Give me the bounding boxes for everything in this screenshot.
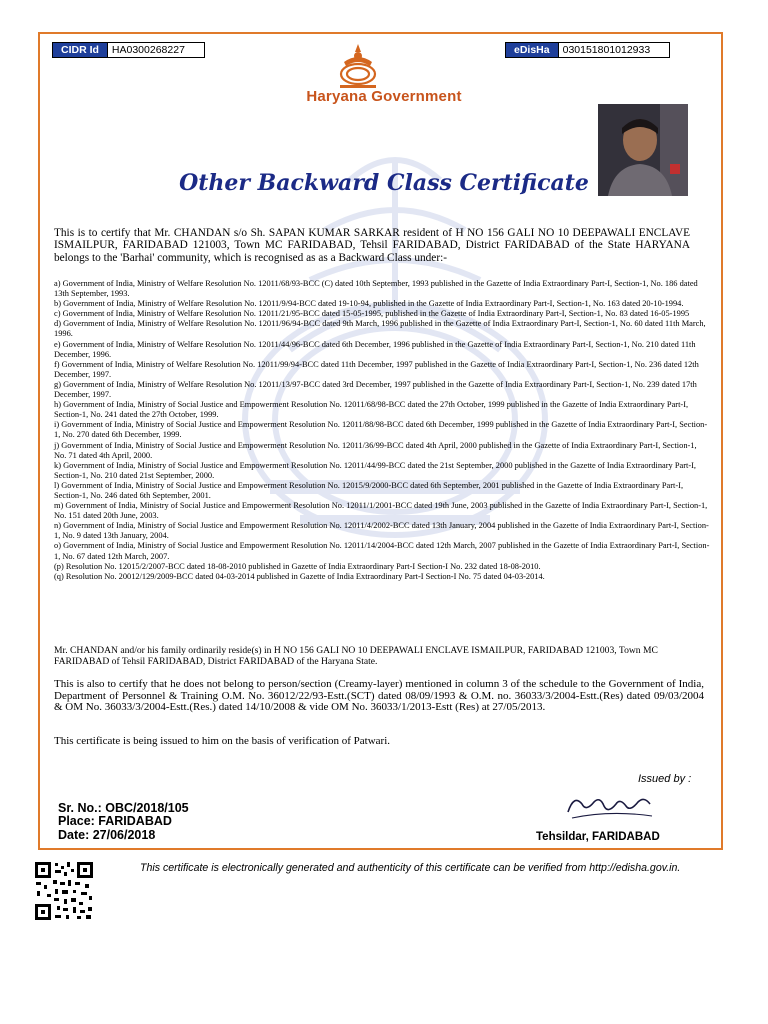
cidr-id-field	[52, 42, 205, 58]
resolution-item: l) Government of India, Ministry of Social Justice and Empowerment Resolution No. 12015/9/2000-BCC dated 6th September, 2001 published in the Gazette of India Extraordinary Part-I, Section-1, No. 246 dated 6th September, 2001.	[54, 480, 684, 500]
issue-date: Date: 27/06/2018	[58, 827, 156, 842]
issuing-authority: Tehsildar, FARIDABAD	[536, 831, 660, 843]
resolution-item: (p) Resolution No. 12015/2/2007-BCC dated 18-08-2010 published in Gazette of India Extraordinary Part-I Section-I No. 232 dated 18-08-2010.	[54, 561, 541, 571]
resolution-item: k) Government of India, Ministry of Social Justice and Empowerment Resolution No. 12011/44/99-BCC dated the 21st September, 2000 published in the Gazette of India Extraordinary Part-I, Section-1, No. 210 dated 21st September, 2000.	[54, 460, 697, 480]
edisha-id-value: 030151801012933	[559, 42, 670, 58]
issue-place: Place: FARIDABAD	[58, 814, 172, 829]
certificate-details	[58, 802, 189, 842]
resolution-item: (q) Resolution No. 20012/129/2009-BCC dated 04-03-2014 published in Gazette of India Extraordinary Part-I Section-I No. 75 dated 04-03-2014.	[54, 571, 545, 581]
resolution-item: d) Government of India, Ministry of Welfare Resolution No. 12011/96/94-BCC dated 9th March, 1996 published in the Gazette of India Extraordinary Part-I, Section-1, No. 60 dated 11th March, 1996.	[54, 319, 706, 339]
resolution-item: n) Government of India, Ministry of Social Justice and Empowerment Resolution No. 12011/4/2002-BCC dated 13th January, 2004 published in the Gazette of India Extraordinary Part-I, Section-1, No. 9 dated 13th January, 2004.	[54, 521, 709, 541]
certificate-intro: This is to certify that Mr. CHANDAN s/o Sh. SAPAN KUMAR SARKAR resident of H NO 156 GALI NO 10 DEEPAWALI ENCLAVE ISMAILPUR, FARIDABAD 121003, Town MC FARIDABAD, Tehsil FARIDABAD, District FARIDABAD of the State HARYANA belongs to the 'Barhai' community, which is recognised as as a Backward Class under:-	[54, 227, 690, 264]
resolution-item: i) Government of India, Ministry of Social Justice and Empowerment Resolution No. 12011/88/98-BCC dated 6th December, 1999 published in the Gazette of India Extraordinary Part-I, Section-1, No. 270 dated 6th December, 1999.	[54, 420, 708, 440]
resolution-item: f) Government of India, Ministry of Welfare Resolution No. 12011/99/94-BCC dated 11th December, 1997 published in the Gazette of India Extraordinary Part-I, Section-1, No. 236 dated 12th December, 1997.	[54, 359, 699, 379]
resolution-item: c) Government of India, Ministry of Welfare Resolution No. 12011/21/95-BCC dated 15-05-1995, published in the Gazette of India Extraordinary Part-I, Section-1, No. 83 dated 16-05-1995	[54, 309, 690, 319]
resolution-list	[54, 279, 710, 582]
resolution-item: e) Government of India, Ministry of Welfare Resolution No. 12011/44/96-BCC dated 6th December, 1996 published in the Gazette of India Extraordinary Part-I, Section-1, No. 210 dated 11th December, 1996.	[54, 339, 696, 359]
resolution-item: h) Government of India, Ministry of Social Justice and Empowerment Resolution No. 12011/68/98-BCC dated the 27th October, 1999 published in the Gazette of India Extraordinary Part-I, Section-1, No. 241 dated the 27th October, 1999.	[54, 400, 689, 420]
serial-number: Sr. No.: OBC/2018/105	[58, 801, 189, 815]
cidr-id-value: HA0300268227	[108, 42, 205, 58]
resolution-item: o) Government of India, Ministry of Social Justice and Empowerment Resolution No. 12011/14/2004-BCC dated 12th March, 2007 published in the Gazette of India Extraordinary Part-I, Section-1, No. 67 dated 12th March, 2007.	[54, 541, 710, 561]
cidr-id-label: CIDR Id	[52, 42, 108, 58]
qr-code-icon	[33, 860, 95, 922]
verification-note: This certificate is electronically generated and authenticity of this certificate can be verified from http://edisha.gov.in.	[140, 862, 681, 874]
creamy-layer-paragraph: This is also to certify that he does not belong to person/section (Creamy-layer) mentioned in column 3 of the schedule to the Government of India, Department of Personnel & Training O.M. No. 36012/22/93-Estt.(SCT) dated 08/09/1993 & O.M. no. 36033/3/2004-Estt.(Res) dated 09/03/2004 & OM No. 36033/3/2004-Estt.(Res.) dated 14/10/2008 & vide OM No. 36033/1/2013-Estt (Res) at 27/05/2013.	[54, 678, 704, 714]
residence-paragraph: Mr. CHANDAN and/or his family ordinarily reside(s) in H NO 156 GALI NO 10 DEEPAWALI ENCLAVE ISMAILPUR, FARIDABAD 121003, Town MC FARIDABAD of Tehsil FARIDABAD, District FARIDABAD of the Haryana State.	[54, 645, 658, 667]
signature-icon	[560, 790, 660, 824]
certificate-title: Other Backward Class Certificate	[179, 170, 589, 196]
issued-by-label: Issued by :	[638, 773, 692, 785]
resolution-item: j) Government of India, Ministry of Social Justice and Empowerment Resolution No. 12011/36/99-BCC dated 4th April, 2000 published in the Gazette of India Extraordinary Part-I, Section-1, No. 71 dated 4th April, 2000.	[54, 440, 697, 460]
resolution-item: b) Government of India, Ministry of Welfare Resolution No. 12011/9/94-BCC dated 19-10-94, published in the Gazette of India Extraordinary Part-I, Section-1, No. 163 dated 20-10-1994.	[54, 299, 684, 309]
haryana-emblem-icon	[330, 40, 386, 90]
verification-basis-paragraph: This certificate is being issued to him on the basis of verification of Patwari.	[54, 735, 391, 747]
edisha-id-label: eDisHa	[505, 42, 559, 58]
resolution-item: g) Government of India, Ministry of Welfare Resolution No. 12011/13/97-BCC dated 3rd December, 1997 published in the Gazette of India Extraordinary Part-I, Section-1, No. 239 dated 17th December, 1997.	[54, 379, 697, 400]
government-name: Haryana Government	[306, 88, 462, 105]
edisha-id-field	[505, 42, 670, 58]
resolution-item: m) Government of India, Ministry of Social Justice and Empowerment Resolution No. 12011/1/2001-BCC dated 19th June, 2003 published in the Gazette of India Extraordinary Part-I, Section-1, No. 151 dated 20th June, 2003.	[54, 501, 708, 521]
resolution-item: a) Government of India, Ministry of Welfare Resolution No. 12011/68/93-BCC (C) dated 10th September, 1993 published in the Gazette of India Extraordinary Part-I, Section-1, No. 186 dated 13th September, 1993.	[54, 279, 698, 299]
